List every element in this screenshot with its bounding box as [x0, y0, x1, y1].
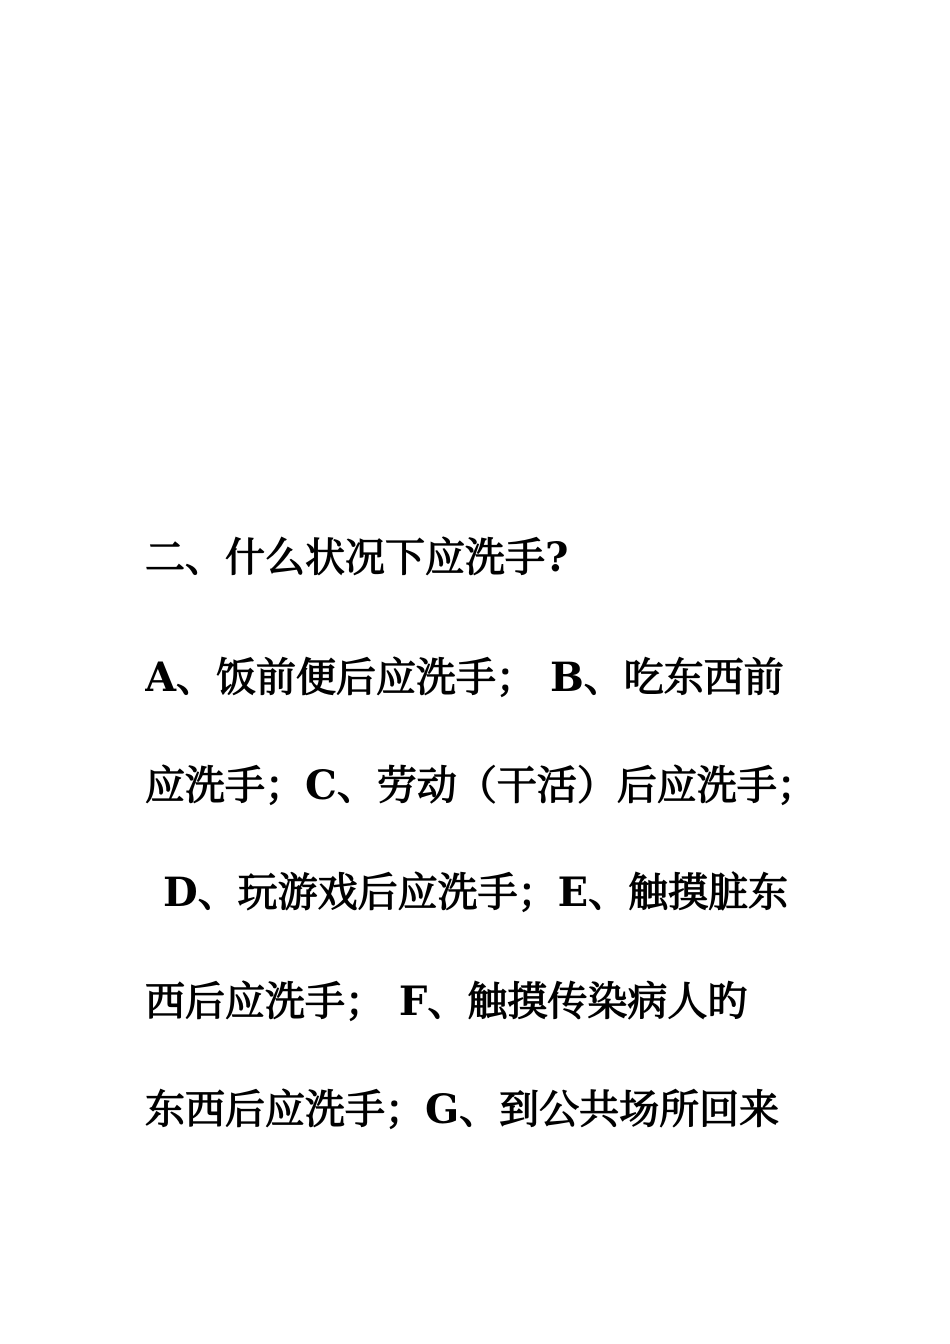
body-text-line: D、玩游戏后应洗手；E、触摸脏东	[163, 869, 789, 916]
body-text-line: A、饭前便后应洗手； B、吃东西前	[145, 654, 784, 701]
body-text-line: 应洗手；C、劳动（干活）后应洗手；	[145, 762, 817, 809]
section-heading: 二、什么状况下应洗手?	[145, 534, 569, 581]
body-text-line: 东西后应洗手；G、到公共场所回来	[145, 1086, 780, 1133]
body-text-line: 西后应洗手； F、触摸传染病人旳	[145, 978, 748, 1025]
